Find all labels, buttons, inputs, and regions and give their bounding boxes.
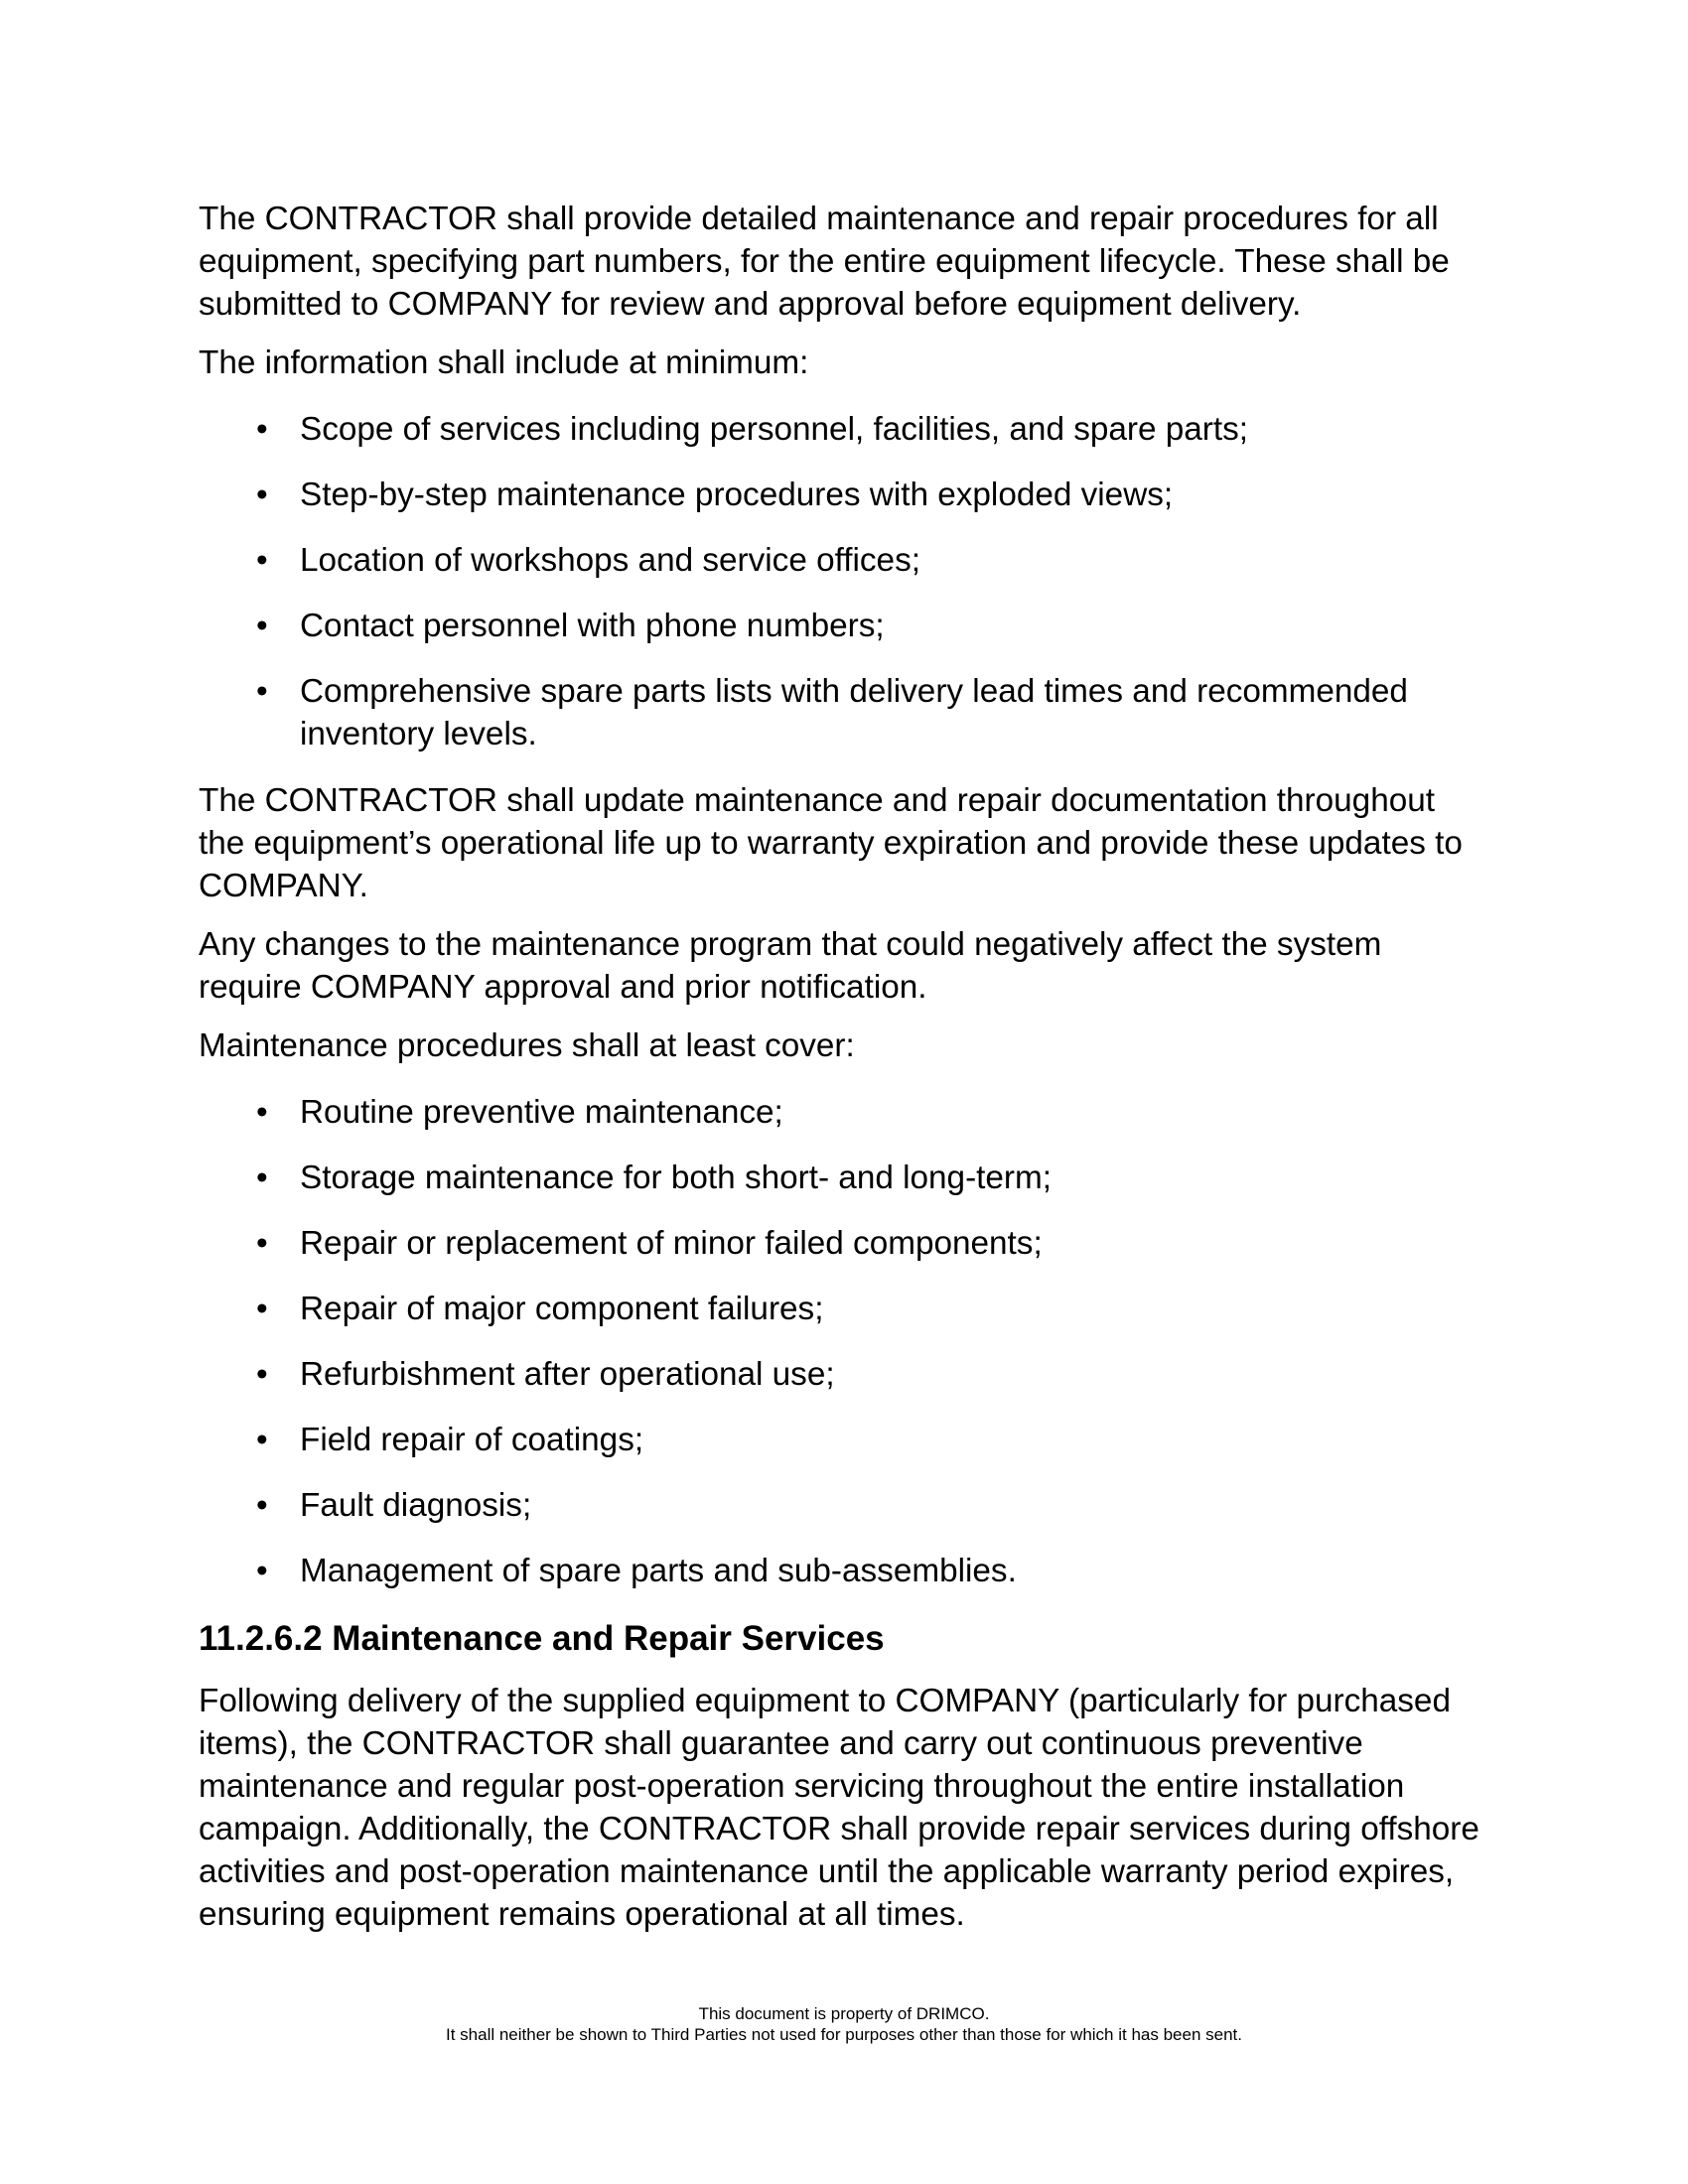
bullet-icon: • xyxy=(256,477,268,513)
list-item xyxy=(256,408,1489,451)
bullet-icon: • xyxy=(256,1094,268,1131)
bullet-icon: • xyxy=(256,1553,268,1589)
list-item-text: Management of spare parts and sub-assemblies. xyxy=(300,1553,1017,1589)
list-item-text: Refurbishment after operational use; xyxy=(300,1356,835,1393)
list-item xyxy=(256,1353,1489,1396)
list-item xyxy=(256,1484,1489,1527)
list-item xyxy=(256,1288,1489,1330)
list-item xyxy=(256,539,1489,582)
bullet-icon: • xyxy=(256,1422,268,1458)
list-item-text: Comprehensive spare parts lists with delivery lead times and recommended inventory levels. xyxy=(300,673,1408,752)
list-item-text: Contact personnel with phone numbers; xyxy=(300,608,885,644)
bullet-icon: • xyxy=(256,1356,268,1393)
list-item xyxy=(256,474,1489,516)
list-item-text: Repair of major component failures; xyxy=(300,1291,824,1327)
list-item xyxy=(256,1550,1489,1592)
list-item xyxy=(256,1419,1489,1461)
document-body xyxy=(199,198,1489,1952)
bullet-icon: • xyxy=(256,1487,268,1524)
footer-property-line: This document is property of DRIMCO. xyxy=(698,2004,990,2023)
list-item xyxy=(256,1157,1489,1199)
bullet-icon: • xyxy=(256,608,268,644)
list-item-text: Scope of services including personnel, facilities, and spare parts; xyxy=(300,411,1249,448)
paragraph-procedures-cover-lead: Maintenance procedures shall at least cover: xyxy=(199,1027,855,1064)
paragraph-program-changes: Any changes to the maintenance program that could negatively affect the system require COMPANY approval and prior notification. xyxy=(199,926,1382,1006)
list-item xyxy=(256,1091,1489,1134)
paragraph-update-documentation: The CONTRACTOR shall update maintenance and repair documentation throughout the equipment’s operational life up to warranty expiration and provide these updates to COMPANY. xyxy=(199,782,1463,904)
list-item-text: Fault diagnosis; xyxy=(300,1487,532,1524)
list-item xyxy=(256,670,1489,755)
footer-confidentiality-line: It shall neither be shown to Third Parties not used for purposes other than those for which it has been sent. xyxy=(446,2025,1242,2044)
paragraph-information-minimum-lead: The information shall include at minimum: xyxy=(199,344,809,381)
list-item-text: Location of workshops and service offices; xyxy=(300,542,920,579)
bullet-icon: • xyxy=(256,411,268,448)
bullet-icon: • xyxy=(256,1160,268,1196)
paragraph-following-delivery: Following delivery of the supplied equipment to COMPANY (particularly for purchased items), the CONTRACTOR shall guarantee and carry out continuous preventive maintenance and regular post-operation servicing throughout the entire installation campaign. Additionally, the CONTRACTOR shall provide repair services during offshore activities and post-operation maintenance until the applicable warranty period expires, ensuring equipment remains operational at all times. xyxy=(199,1683,1479,1933)
list-item-text: Routine preventive maintenance; xyxy=(300,1094,783,1131)
list-item-text: Field repair of coatings; xyxy=(300,1422,644,1458)
page-footer xyxy=(0,2003,1688,2045)
maintenance-procedures-list xyxy=(199,1091,1489,1592)
list-item xyxy=(256,1222,1489,1265)
list-item-text: Storage maintenance for both short- and long-term; xyxy=(300,1160,1053,1196)
bullet-icon: • xyxy=(256,673,268,710)
paragraph-maintenance-procedures-intro: The CONTRACTOR shall provide detailed maintenance and repair procedures for all equipment, specifying part numbers, for the entire equipment lifecycle. These shall be submitted to COMPANY for review and approval before equipment delivery. xyxy=(199,201,1450,323)
bullet-icon: • xyxy=(256,542,268,579)
section-heading-11-2-6-2: 11.2.6.2 Maintenance and Repair Services xyxy=(199,1619,885,1658)
list-item xyxy=(256,605,1489,647)
bullet-icon: • xyxy=(256,1225,268,1262)
list-item-text: Repair or replacement of minor failed components; xyxy=(300,1225,1043,1262)
information-requirements-list xyxy=(199,408,1489,755)
list-item-text: Step-by-step maintenance procedures with exploded views; xyxy=(300,477,1174,513)
bullet-icon: • xyxy=(256,1291,268,1327)
